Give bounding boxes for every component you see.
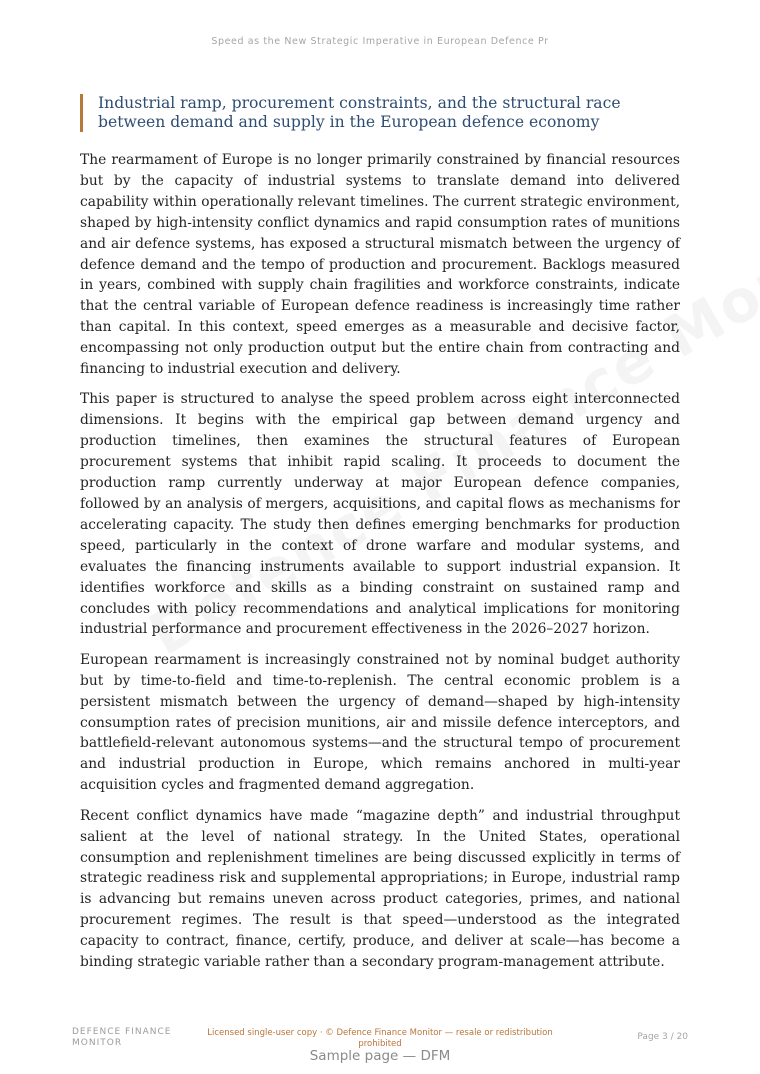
license-line: Licensed single-user copy · © Defence Finance Monitor — resale or redistribution (207, 1028, 553, 1038)
body-paragraph: The rearmament of Europe is no longer primarily constrained by financial resources but by the capacity of industrial systems to translate demand into delivered capability within operationally relevant timelines. The current strategic environment, shaped by high-intensity conflict dynamics and rapid consumption rates of munitions and air defence systems, has exposed a structural mismatch between the urgency of defence demand and the tempo of production and procurement. Backlogs measured in years, combined with supply chain fragilities and workforce constraints, indicate that the central variable of European defence readiness is increasingly time rather than capital. In this context, speed emerges as a measurable and decisive factor, encompassing not only production output but the entire chain from contracting and financing to industrial execution and delivery. (80, 152, 680, 378)
section-heading: Industrial ramp, procurement constraints, and the structural race between demand and supply in the European defence economy (80, 94, 658, 132)
running-header: Speed as the New Strategic Imperative in European Defence Pr (211, 36, 549, 47)
body-paragraph: Recent conflict dynamics have made “magazine depth” and industrial throughput salient at the level of national strategy. In the United States, operational consumption and replenishment timelines are being discussed explicitly in terms of strategic readiness risk and supplemental appropriations; in Europe, industrial ramp is advancing but remains uneven across product categories, primes, and national procurement regimes. The result is that speed—understood as the integrated capacity to contract, finance, certify, produce, and deliver at scale—has become a binding strategic variable rather than a secondary program-management attribute. (80, 807, 680, 971)
body-paragraph: This paper is structured to analyse the speed problem across eight interconnected dimensions. It begins with the empirical gap between demand urgency and production timelines, then examines the structural features of European procurement systems that inhibit rapid scaling. It proceeds to document the production ramp currently underway at major European defence companies, followed by an analysis of mergers, acquisitions, and capital flows as mechanisms for accelerating capacity. The study then defines emerging benchmarks for production speed, particularly in the context of drone warfare and modular systems, and evaluates the financing instruments available to support industrial expansion. It identifies workforce and skills as a binding constraint on sustained ramp and concludes with policy recommendations and analytical implications for monitoring industrial performance and procurement effectiveness in the 2026–2027 horizon. (80, 391, 680, 638)
footer-license-notice (200, 1028, 560, 1049)
body-paragraph: European rearmament is increasingly constrained not by nominal budget authority but by time-to-field and time-to-replenish. The central economic problem is a persistent mismatch between the urgency of demand—shaped by high-intensity consumption rates of precision munitions, air and missile defence interceptors, and battlefield-relevant autonomous systems—and the structural tempo of procurement and industrial production in Europe, which remains anchored in multi-year acquisition cycles and fragmented demand aggregation. (80, 651, 680, 794)
license-line: prohibited (358, 1038, 402, 1049)
footer-brand-line: DEFENCE FINANCE (72, 1027, 172, 1037)
page-number: Page 3 / 20 (637, 1032, 688, 1042)
sample-page-label: Sample page — DFM (309, 1048, 451, 1064)
body-text (80, 150, 680, 982)
footer-brand-line: MONITOR (72, 1037, 123, 1048)
footer-brand (72, 1027, 192, 1048)
